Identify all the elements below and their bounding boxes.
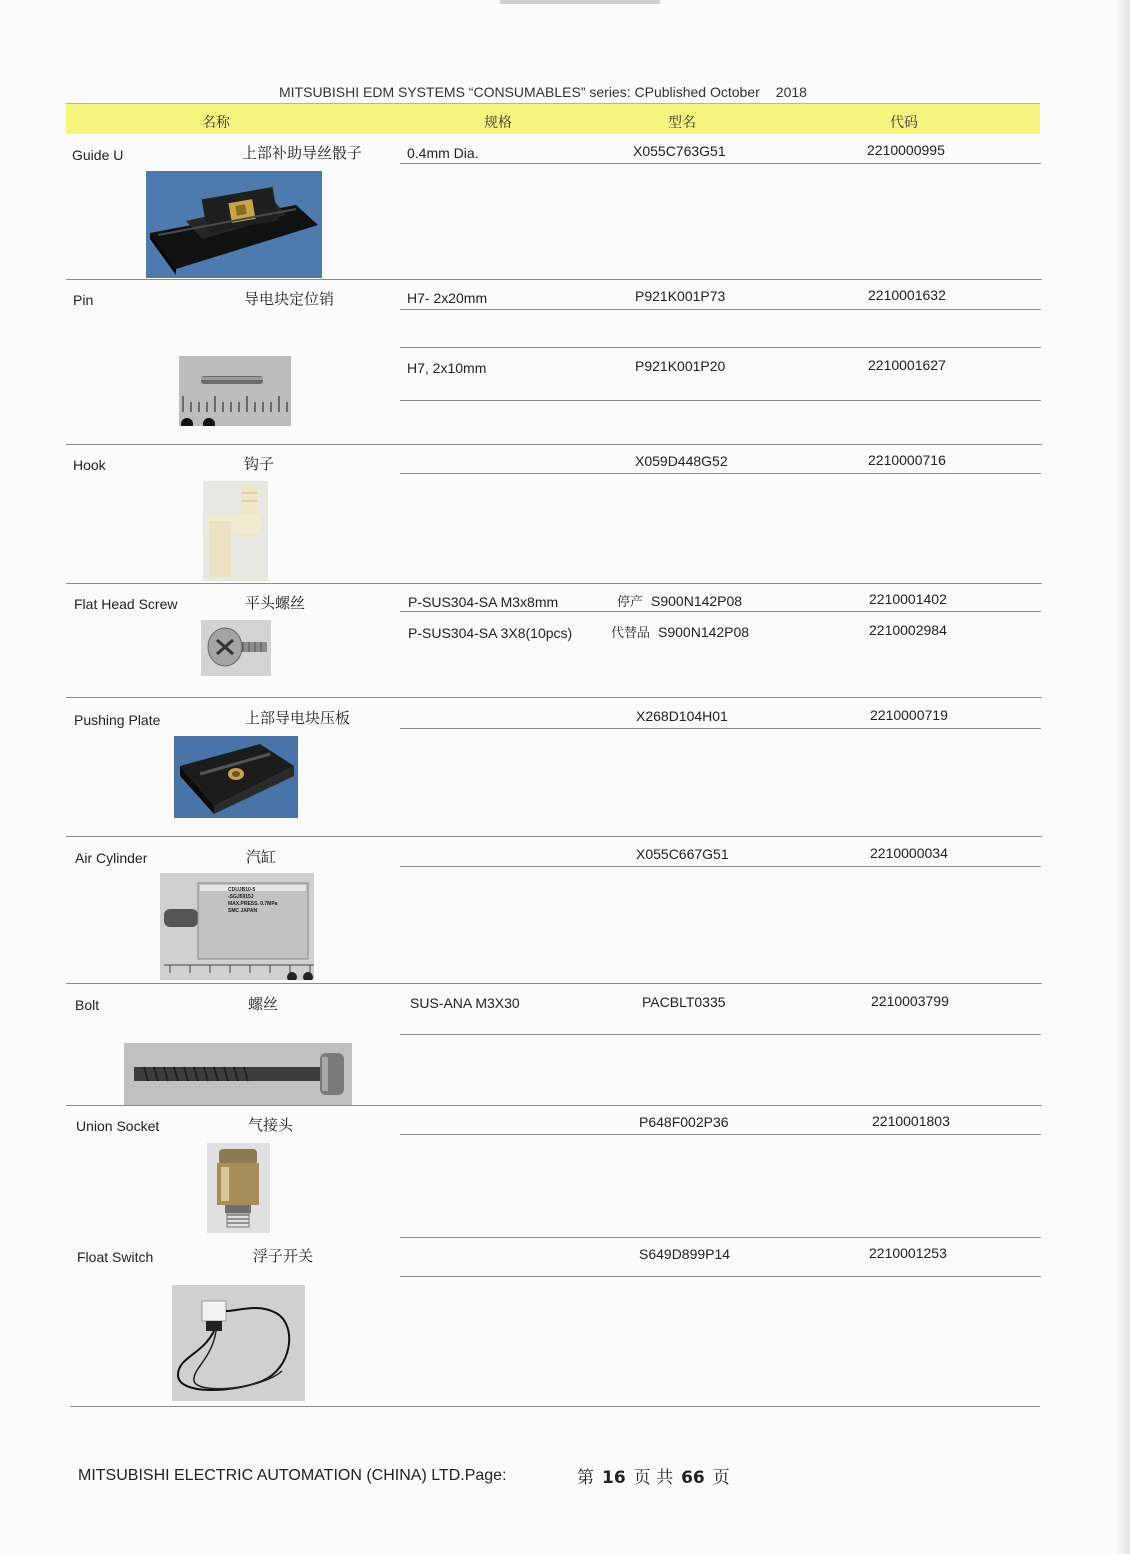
- item-name-cn: 浮子开关: [253, 1247, 314, 1265]
- page-prefix: 第: [577, 1468, 594, 1488]
- item-spec: P-SUS304-SA M3x8mm: [408, 594, 559, 610]
- item-code: 2210001402: [869, 591, 947, 607]
- item-code: 2210001632: [868, 287, 946, 303]
- page-mid: 页 共: [633, 1468, 674, 1488]
- row-divider: [400, 1237, 1041, 1238]
- air-cylinder-label-model: CDUJB10-5: [228, 887, 256, 893]
- item-code: 2210001253: [869, 1245, 947, 1261]
- page-edge-shadow: [1116, 0, 1130, 1554]
- air-cylinder-label-origin: JAPAN: [240, 908, 258, 914]
- footer-company: MITSUBISHI ELECTRIC AUTOMATION (CHINA) LTD.Page:: [78, 1467, 507, 1484]
- item-code: 2210003799: [871, 993, 949, 1009]
- item-name-cn: 导电块定位销: [244, 290, 335, 308]
- section-divider: [66, 836, 1042, 837]
- item-spec: SUS-ANA M3X30: [410, 995, 520, 1011]
- union-socket-photo: [207, 1143, 270, 1233]
- column-name: 名称: [202, 114, 230, 130]
- item-model: X055C667G51: [636, 846, 729, 862]
- section-divider: [66, 583, 1042, 584]
- guide-u-photo: [146, 171, 322, 278]
- float-switch-photo: [172, 1285, 305, 1401]
- hook-photo: [203, 481, 268, 581]
- section-divider: [66, 983, 1042, 984]
- column-header-bar: [66, 103, 1040, 134]
- item-name-en: Pin: [73, 292, 94, 308]
- item-name-cn: 螺丝: [248, 995, 279, 1013]
- column-spec: 规格: [484, 114, 512, 130]
- row-divider: [400, 163, 1041, 164]
- row-divider: [400, 728, 1041, 729]
- item-name-en: Pushing Plate: [74, 712, 161, 728]
- item-name-en: Float Switch: [77, 1249, 154, 1265]
- item-code: 2210000995: [867, 142, 945, 158]
- item-spec: H7, 2x10mm: [407, 360, 487, 376]
- item-note: 停产: [617, 595, 644, 610]
- item-code: 2210000034: [870, 845, 948, 861]
- pin-photo: [179, 356, 291, 426]
- item-model: P921K001P73: [635, 288, 726, 304]
- item-name-en: Flat Head Screw: [74, 596, 178, 612]
- row-divider: [400, 473, 1041, 474]
- document-header: [279, 84, 807, 100]
- item-code: 2210001627: [868, 357, 946, 373]
- header-title: MITSUBISHI EDM SYSTEMS “CONSUMABLES” series: CPublished October: [279, 84, 760, 100]
- item-code: 2210000719: [870, 707, 948, 723]
- air-cylinder-photo: [160, 873, 314, 980]
- section-divider: [66, 697, 1042, 698]
- air-cylinder-label-pressure: MAX.PRESS. 0.7MPa: [228, 901, 278, 907]
- item-code: 2210000716: [868, 452, 946, 468]
- item-model: S900N142P08: [658, 624, 750, 640]
- row-divider: [400, 347, 1041, 348]
- item-name-cn: 气接头: [248, 1116, 294, 1134]
- item-model: P648F002P36: [639, 1114, 729, 1130]
- item-name-cn: 上部补助导丝骰子: [242, 144, 363, 162]
- air-cylinder-label: [228, 887, 277, 915]
- item-code: 2210002984: [869, 622, 947, 638]
- bolt-photo: [124, 1043, 352, 1105]
- item-model: S649D899P14: [639, 1246, 731, 1262]
- item-name-cn: 汽缸: [246, 848, 277, 866]
- row-divider: [400, 1134, 1041, 1135]
- page-total: 66: [681, 1468, 705, 1488]
- pushing-plate-photo: [174, 736, 298, 818]
- flat-head-screw-photo: [201, 620, 271, 676]
- footer-page-indicator: [577, 1463, 730, 1488]
- page-number: 16: [602, 1468, 626, 1488]
- item-note: 代替品: [611, 626, 651, 641]
- item-name-cn: 平头螺丝: [245, 594, 306, 612]
- scan-shadow: [500, 0, 660, 4]
- row-divider: [400, 400, 1041, 401]
- item-model: P921K001P20: [635, 358, 726, 374]
- item-name-en: Bolt: [75, 997, 100, 1013]
- item-spec: 0.4mm Dia.: [407, 145, 479, 161]
- item-name-en: Union Socket: [76, 1118, 160, 1134]
- section-divider: [66, 1105, 1042, 1106]
- item-model: X268D104H01: [636, 708, 728, 724]
- item-spec: P-SUS304-SA 3X8(10pcs): [408, 625, 573, 641]
- item-model: S900N142P08: [651, 593, 743, 609]
- item-name-en: Guide U: [72, 147, 124, 163]
- page-suffix: 页: [712, 1468, 730, 1488]
- section-divider: [66, 279, 1042, 280]
- item-name-en: Air Cylinder: [75, 850, 148, 866]
- item-model: X055C763G51: [633, 143, 726, 159]
- column-model: 型名: [668, 114, 696, 130]
- section-divider: [66, 444, 1042, 445]
- item-model: X059D448G52: [635, 453, 728, 469]
- item-model: PACBLT0335: [642, 994, 726, 1010]
- air-cylinder-label-part: -SGJ5915J: [228, 894, 254, 900]
- row-divider: [400, 611, 1041, 612]
- item-model-cell: [611, 622, 749, 641]
- row-divider: [400, 309, 1041, 310]
- item-name-cn: 钩子: [244, 455, 275, 473]
- row-divider: [400, 1034, 1041, 1035]
- row-divider: [400, 866, 1041, 867]
- air-cylinder-label-brand: SMC: [228, 908, 240, 914]
- item-code: 2210001803: [872, 1113, 950, 1129]
- section-divider: [70, 1406, 1040, 1407]
- row-divider: [400, 1276, 1041, 1277]
- item-model-cell: [617, 591, 742, 610]
- column-code: 代码: [890, 114, 918, 130]
- item-name-en: Hook: [73, 457, 106, 473]
- item-spec: H7- 2x20mm: [407, 290, 488, 306]
- header-year: 2018: [775, 84, 807, 100]
- item-name-cn: 上部导电块压板: [245, 709, 351, 727]
